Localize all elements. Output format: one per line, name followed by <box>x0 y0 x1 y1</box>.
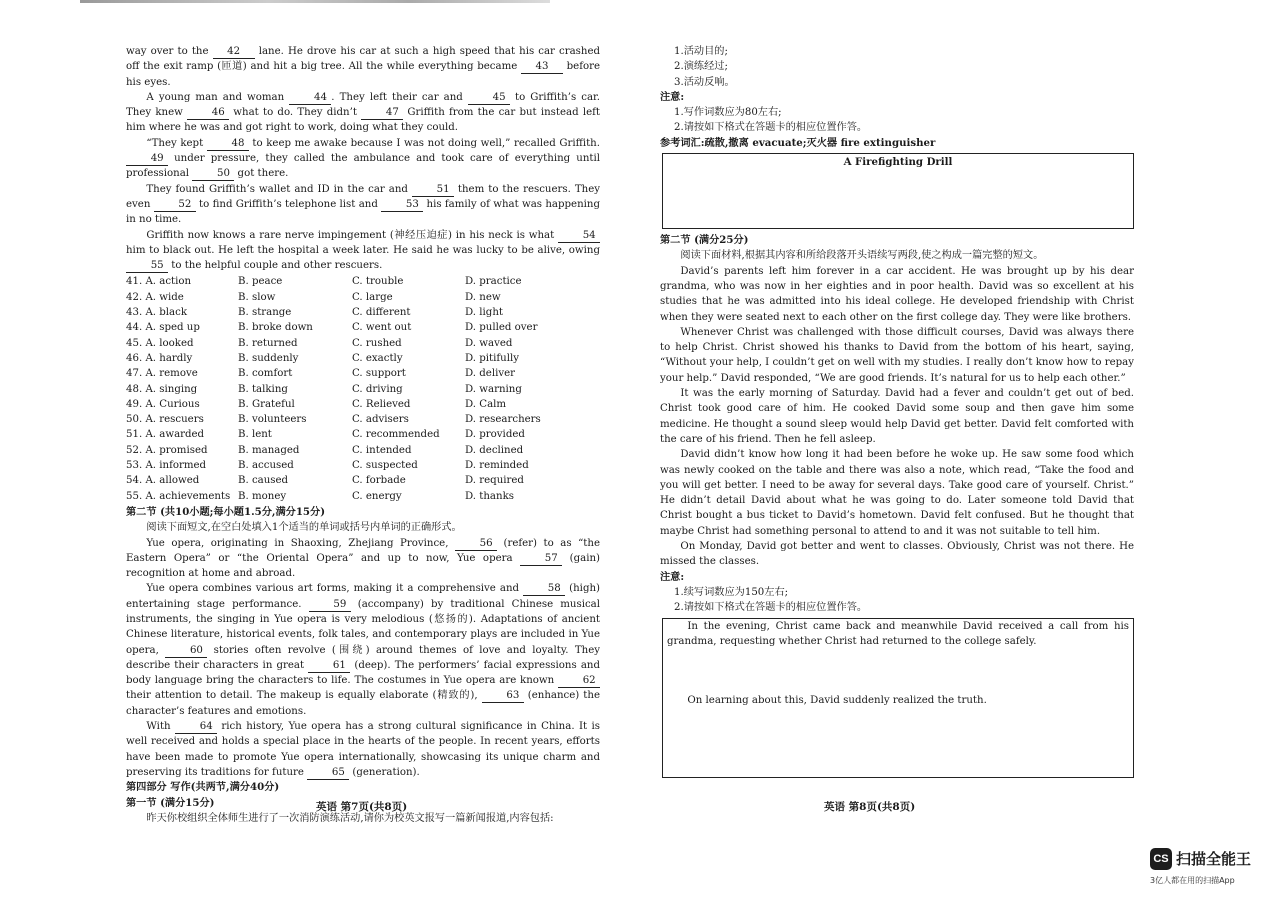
blank-52: 52 <box>154 199 196 212</box>
option-43-d: D. light <box>465 307 503 319</box>
option-44-d: D. pulled over <box>465 322 538 334</box>
scan-edge-line <box>80 0 550 3</box>
option-47-c: C. support <box>352 368 406 380</box>
option-42-a: 42. A. wide <box>126 291 184 303</box>
option-45-b: B. returned <box>238 337 298 349</box>
scanner-watermark <box>1150 846 1260 886</box>
cloze-paragraph-4: They found Griffith’s wallet and ID in the car and 51 them to the rescuers. They even 52 to find Griffith’s telephone list and 53 his family of what was happening in no time. <box>126 183 600 226</box>
option-53-b: B. accused <box>238 460 294 472</box>
option-46-b: B. suddenly <box>238 352 299 364</box>
option-50-a: 50. A. rescuers <box>126 414 204 426</box>
blank-65: 65 <box>307 767 349 780</box>
option-44-a: 44. A. sped up <box>126 322 200 334</box>
blank-51: 51 <box>412 184 454 197</box>
option-50-b: B. volunteers <box>238 414 307 426</box>
writing-point-1: 1.活动目的; <box>674 46 728 57</box>
option-49-c: C. Relieved <box>352 398 411 410</box>
option-51-b: B. lent <box>238 429 272 441</box>
option-52-d: D. declined <box>465 444 524 456</box>
option-45-d: D. waved <box>465 337 513 349</box>
page-8 <box>660 44 1134 782</box>
option-46-d: D. pitifully <box>465 352 520 364</box>
page-8-footer: 英语 第8页(共8页) <box>824 801 916 813</box>
note-2: 2.请按如下格式在答题卡的相应位置作答。 <box>674 122 868 134</box>
option-47-b: B. comfort <box>238 368 293 380</box>
option-55-c: C. energy <box>352 490 402 502</box>
writing-point-3: 3.活动反响。 <box>674 76 735 88</box>
option-43-c: C. different <box>352 307 411 319</box>
camscanner-logo-icon: CS <box>1150 848 1172 870</box>
blank-55: 55 <box>126 260 168 273</box>
option-55-b: B. money <box>238 490 287 502</box>
page-7 <box>126 44 600 826</box>
option-41-c: C. trouble <box>352 276 404 288</box>
option-44-b: B. broke down <box>238 322 313 334</box>
option-41-a: 41. A. action <box>126 276 192 288</box>
option-52-a: 52. A. promised <box>126 444 208 456</box>
cloze-options-grid <box>126 274 600 503</box>
note-2-1: 1.续写词数应为150左右; <box>674 586 789 598</box>
blank-48: 48 <box>207 138 249 151</box>
option-49-d: D. Calm <box>465 398 507 410</box>
blank-46: 46 <box>187 107 229 120</box>
option-48-b: B. talking <box>238 383 288 395</box>
option-46-c: C. exactly <box>352 352 403 364</box>
option-45-a: 45. A. looked <box>126 337 194 349</box>
story-paragraph-5: On Monday, David got better and went to classes. Obviously, Christ was not there. He missed the classes. <box>660 541 1134 568</box>
blank-45: 45 <box>468 92 510 105</box>
story-paragraph-4: David didn’t know how long it had been before he woke up. He saw some food which was newly cooked on the table and there was also a note, which read, “Take the food and you will get better. I need to be away for several days. Take good care of yourself. Christ.” He didn’t detail David about what he was going to do. Later someone told David that Christ bought a bus ticket to David’s hometown. David felt confused. But he thought that maybe Christ had something personal to attend to and it was not suitable to tell him. <box>660 449 1134 537</box>
part-4-section-1-title: 第一节 (满分15分) <box>126 796 215 809</box>
option-50-d: D. researchers <box>465 414 541 426</box>
option-44-c: C. went out <box>352 322 412 334</box>
blank-50: 50 <box>192 168 234 181</box>
cloze-paragraph-3: “They kept 48 to keep me awake because I was not doing well,” recalled Griffith. 49 under pressure, they called the ambulance and took care of everything until professional 50 got there. <box>126 137 600 180</box>
story-paragraph-3: It was the early morning of Saturday. David had a fever and couldn’t get out of bed. Christ took good care of him. He cooked David some soup and then gave him some medicine. He thought a sound sleep would help David get better. David felt comforted with the care of his friend. Then he fell asleep. <box>660 388 1134 445</box>
continuation-instructions: 阅读下面材料,根据其内容和所给段落开头语续写两段,使之构成一篇完整的短文。 <box>680 250 1044 262</box>
scanner-tagline: 3亿人都在用的扫描App <box>1150 876 1235 885</box>
story-paragraph-2: Whenever Christ was challenged with those difficult courses, David was always there to help Christ. Christ showed his thanks to David from the bottom of his heart, saying, “Without your help, I couldn’t get on well with my studies. I really don’t know how to repay your help.” David responded, “We are good friends. It’s natural for us to help each other.” <box>660 326 1134 384</box>
note-2-2: 2.请按如下格式在答题卡的相应位置作答。 <box>674 602 868 614</box>
continuation-opening-1: In the evening, Christ came back and meanwhile David received a call from his grandma, requesting whether Christ had returned to the college safely. <box>667 620 1129 647</box>
blank-42: 42 <box>213 46 255 59</box>
option-54-d: D. required <box>465 475 524 487</box>
blank-56: 56 <box>455 538 497 551</box>
blank-59: 59 <box>309 599 351 612</box>
blank-64: 64 <box>175 721 217 734</box>
note-label: 注意: <box>660 90 685 103</box>
cloze-paragraph-2: A young man and woman 44 . They left their car and 45 to Griffith’s car. They knew 46 what to do. They didn’t 47 Griffith from the car but instead left him where he was and got right to work, doing what they could. <box>126 91 601 134</box>
blank-63: 63 <box>482 690 524 703</box>
option-53-d: D. reminded <box>465 460 529 472</box>
blank-61: 61 <box>308 660 350 673</box>
page-7-footer: 英语 第7页(共8页) <box>316 801 408 813</box>
story-paragraph-1: David’s parents left him forever in a car accident. He was brought up by his dear grandma, who was now in her eighties and in poor health. David was so excellent at his studies that he was admitted into his ideal college. He developed friendship with Christ when they were seated next to each other on the first college day. They were like brothers. <box>660 265 1134 323</box>
cloze-paragraph-5: Griffith now knows a rare nerve impingement (神经压迫症) in his neck is what 54 him to black out. He left the hospital a week later. He said he was lucky to be alive, owing 55 to the helpful couple and other rescuers. <box>126 229 600 272</box>
option-54-a: 54. A. allowed <box>126 475 200 487</box>
option-51-a: 51. A. awarded <box>126 429 205 441</box>
blank-49: 49 <box>126 153 168 166</box>
writing-answer-box-1 <box>662 153 1134 229</box>
option-48-a: 48. A. singing <box>126 383 198 395</box>
option-46-a: 46. A. hardly <box>126 352 193 364</box>
blank-57: 57 <box>520 553 562 566</box>
blank-47: 47 <box>361 107 403 120</box>
note-label-2: 注意: <box>660 570 685 583</box>
option-41-d: D. practice <box>465 276 522 288</box>
option-50-c: C. advisers <box>352 414 409 426</box>
section-2-title: 第二节 (共10小题;每小题1.5分,满分15分) <box>126 505 326 518</box>
blank-58: 58 <box>523 583 565 596</box>
scanner-brand-name: 扫描全能王 <box>1176 850 1252 868</box>
continuation-opening-2: On learning about this, David suddenly realized the truth. <box>687 695 987 707</box>
option-49-a: 49. A. Curious <box>126 398 200 410</box>
option-47-d: D. deliver <box>465 368 516 380</box>
option-51-d: D. provided <box>465 429 525 441</box>
blank-53: 53 <box>381 199 423 212</box>
option-53-a: 53. A. informed <box>126 460 207 472</box>
option-42-b: B. slow <box>238 291 276 303</box>
writing-answer-box-2 <box>662 618 1134 778</box>
option-55-d: D. thanks <box>465 490 514 502</box>
option-42-d: D. new <box>465 291 501 303</box>
option-52-b: B. managed <box>238 444 300 456</box>
option-48-c: C. driving <box>352 383 403 395</box>
option-51-c: C. recommended <box>352 429 440 441</box>
cloze-paragraph-1: way over to the 42 lane. He drove his car at such a high speed that his car crashed off the exit ramp (匝道) and hit a big tree. All the while everything became 43 before his eyes. <box>126 46 601 88</box>
option-55-a: 55. A. achievements <box>126 490 231 502</box>
blank-60: 60 <box>165 645 207 658</box>
blank-44: 44 <box>289 92 331 105</box>
section-2-title-right: 第二节 (满分25分) <box>660 234 749 247</box>
writing-point-2: 2.演练经过; <box>674 61 728 73</box>
option-52-c: C. intended <box>352 444 412 456</box>
part-4-title: 第四部分 写作(共两节,满分40分) <box>126 781 280 794</box>
blank-54: 54 <box>558 230 600 243</box>
option-53-c: C. suspected <box>352 460 418 472</box>
option-54-b: B. caused <box>238 475 289 487</box>
option-49-b: B. Grateful <box>238 398 295 410</box>
option-45-c: C. rushed <box>352 337 402 349</box>
section-2-instructions: 阅读下面短文,在空白处填入1个适当的单词或括号内单词的正确形式。 <box>146 522 462 534</box>
option-41-b: B. peace <box>238 276 283 288</box>
option-47-a: 47. A. remove <box>126 368 198 380</box>
option-43-a: 43. A. black <box>126 307 188 319</box>
grammar-paragraph-2: Yue opera combines various art forms, making it a comprehensive and 58 (high) entertaining stage performance. 59 (accompany) by traditional Chinese musical instruments, the singing in Yue opera is very melodious (悠扬的). Adaptations of ancient Chinese literature, historical events, folk tales, and contemporary plays are included in Yue opera, 60 stories often revolve (围绕) around themes of love and loyalty. They describe their characters in great 61 (deep). The performers’ facial expressions and body language bring the characters to life. The costumes in Yue opera are known 62 their attention to detail. The makeup is equally elaborate (精致的), 63 (enhance) the character’s features and emotions. <box>126 583 600 717</box>
reference-vocabulary: 参考词汇:疏散,撤离 evacuate;灭火器 fire extinguisher <box>660 136 936 149</box>
grammar-paragraph-3: With 64 rich history, Yue opera has a strong cultural significance in China. It is well received and holds a special place in the hearts of the people. In recent years, efforts have been made to promote Yue opera internationally, showcasing its unique charm and preserving its traditions for future 65 (generation). <box>126 721 600 778</box>
option-43-b: B. strange <box>238 307 292 319</box>
option-42-c: C. large <box>352 291 393 303</box>
blank-43: 43 <box>521 61 563 74</box>
writing-box-title: A Firefighting Drill <box>843 156 953 169</box>
note-1: 1.写作词数应为80左右; <box>674 107 782 119</box>
blank-62: 62 <box>558 675 600 688</box>
writing-task-instructions: 昨天你校组织全体师生进行了一次消防演练活动,请你为校英文报写一篇新闻报道,内容包括: <box>146 812 554 824</box>
option-48-d: D. warning <box>465 383 522 395</box>
grammar-paragraph-1: Yue opera, originating in Shaoxing, Zhejiang Province, 56 (refer) to as “the Eastern Opera” or “the Oriental Opera” and up to now, Yue opera 57 (gain) recognition at home and abroad. <box>126 537 600 580</box>
option-54-c: C. forbade <box>352 475 406 487</box>
